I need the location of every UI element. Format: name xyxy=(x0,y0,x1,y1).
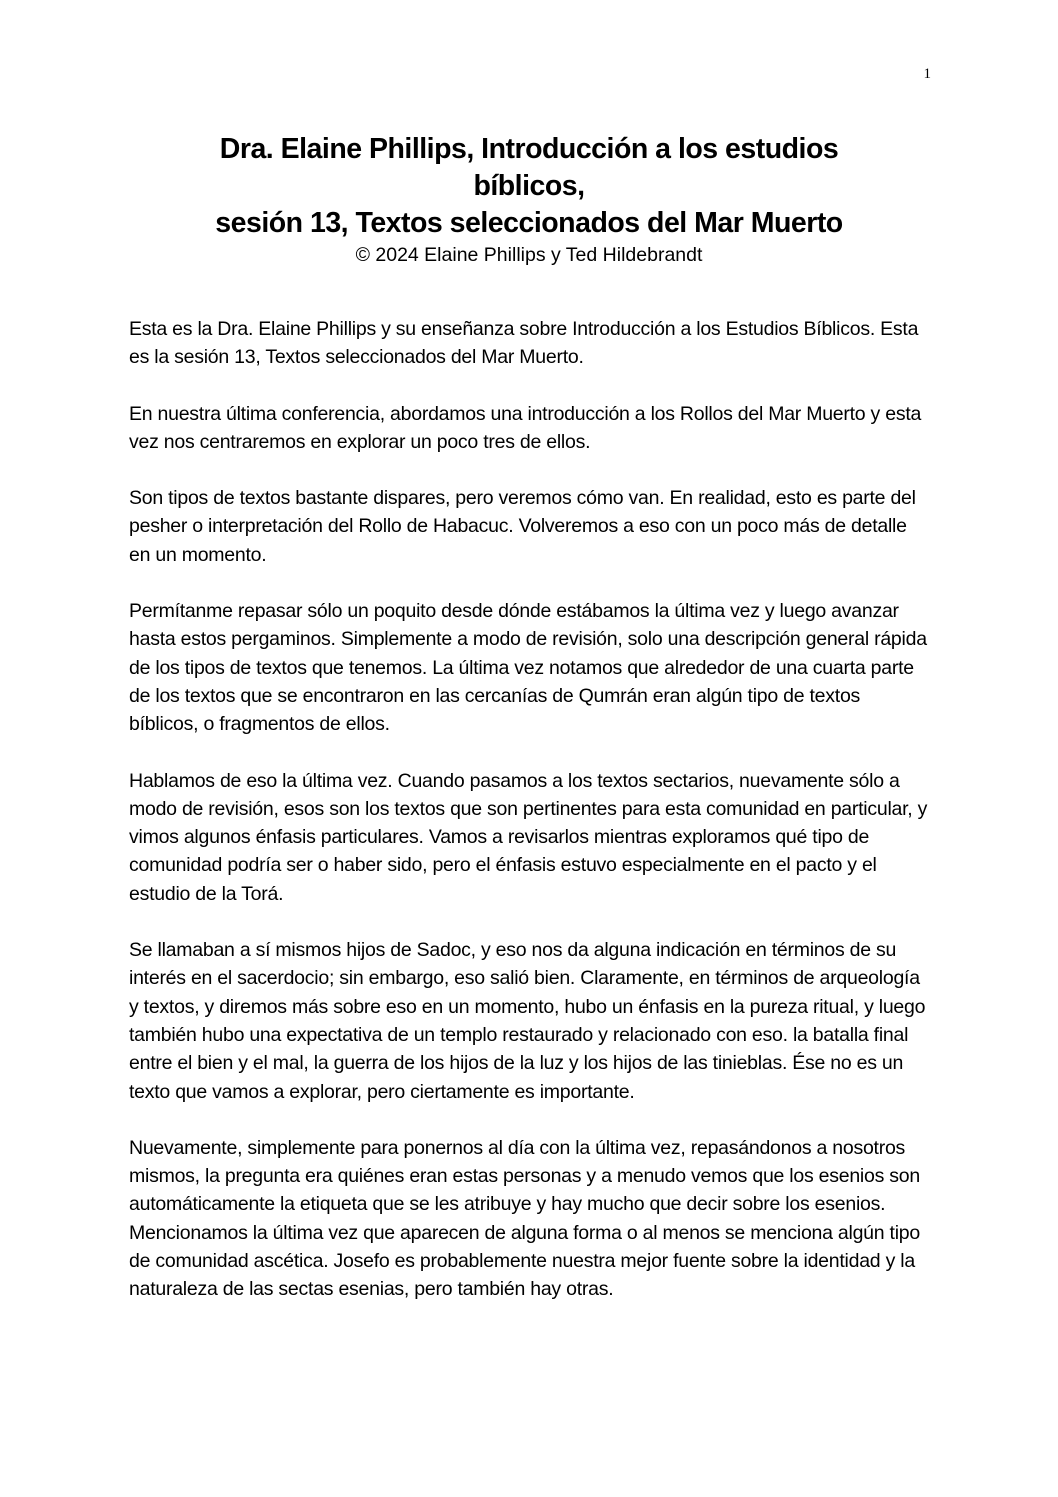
paragraph-2: En nuestra última conferencia, abordamos una introducción a los Rollos del Mar Muerto y esta vez nos centraremos en explorar un poco tres de ellos. xyxy=(129,402,922,453)
paragraph-5: Hablamos de eso la última vez. Cuando pasamos a los textos sectarios, nuevamente sólo a modo de revisión, esos son los textos que son pertinentes para esta comunidad en particular, y vimos algunos énfasis particulares. Vamos a revisarlos mientras exploramos qué tipo de comunidad podría ser o haber sido, pero el énfasis estuvo especialmente en el pacto y el estudio de la Torá. xyxy=(129,769,928,905)
document-body xyxy=(129,315,929,1332)
document-header xyxy=(129,131,929,268)
paragraph-1: Esta es la Dra. Elaine Phillips y su enseñanza sobre Introducción a los Estudios Bíblicos. Esta es la sesión 13, Textos seleccionados del Mar Muerto. xyxy=(129,318,919,369)
page-number: 1 xyxy=(923,66,931,82)
paragraph-6: Se llamaban a sí mismos hijos de Sadoc, y eso nos da alguna indicación en términos de su interés en el sacerdocio; sin embargo, eso salió bien. Claramente, en términos de arqueología y textos, y diremos más sobre eso en un momento, hubo un énfasis en la pureza ritual, y luego también hubo una expectativa de un templo restaurado y relacionado con eso. la batalla final entre el bien y el mal, la guerra de los hijos de la luz y los hijos de las tinieblas. Ése no es un texto que vamos a explorar, pero ciertamente es importante. xyxy=(129,939,926,1103)
document-title-line-3: sesión 13, Textos seleccionados del Mar Muerto xyxy=(215,207,843,239)
paragraph-4: Permítanme repasar sólo un poquito desde dónde estábamos la última vez y luego avanzar hasta estos pergaminos. Simplemente a modo de revisión, solo una descripción general rápida de los tipos de textos que tenemos. La última vez notamos que alrededor de una cuarta parte de los textos que se encontraron en las cercanías de Qumrán eran algún tipo de textos bíblicos, o fragmentos de ellos. xyxy=(129,600,927,736)
document-title-line-1: Dra. Elaine Phillips, Introducción a los estudios xyxy=(219,133,839,165)
copyright-notice: © 2024 Elaine Phillips y Ted Hildebrandt xyxy=(355,244,703,266)
paragraph-7: Nuevamente, simplemente para ponernos al día con la última vez, repasándonos a nosotros mismos, la pregunta era quiénes eran estas personas y a menudo vemos que los esenios son automáticamente la etiqueta que se les atribuye y hay mucho que decir sobre los esenios. Mencionamos la última vez que aparecen de alguna forma o al menos se menciona algún tipo de comunidad ascética. Josefo es probablemente nuestra mejor fuente sobre la identidad y la naturaleza de las sectas esenias, pero también hay otras. xyxy=(129,1136,920,1301)
paragraph-3: Son tipos de textos bastante dispares, pero veremos cómo van. En realidad, esto es parte del pesher o interpretación del Rollo de Habacuc. Volveremos a eso con un poco más de detalle en un momento. xyxy=(129,487,916,566)
document-title-line-2: bíblicos, xyxy=(473,170,585,202)
